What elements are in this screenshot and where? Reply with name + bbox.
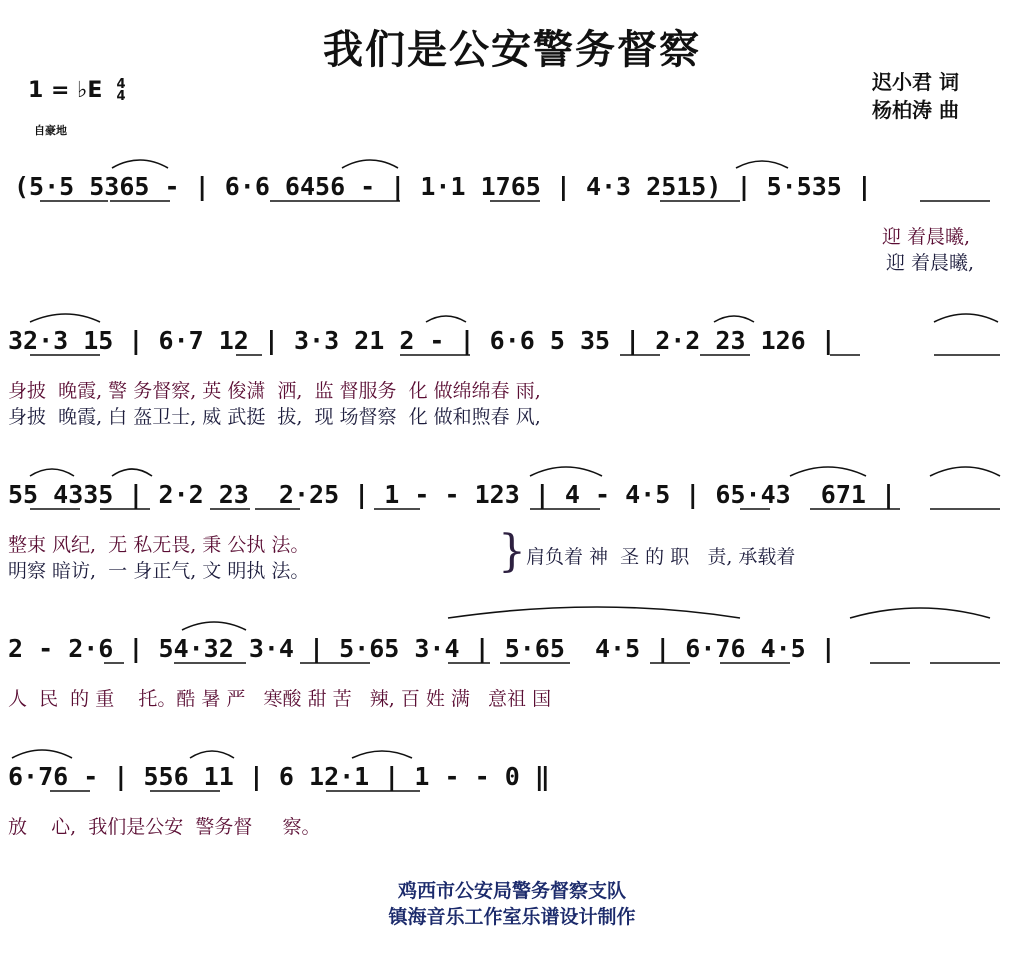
score-row-4-notes: 2 - 2·6 | 54·32 3·4 | 5·65 3·4 | 5·65 4·5 | 6·76 4·5 | bbox=[8, 634, 836, 663]
score-row-4-lyric: 人 民 的 重 托。酷 暑 严 寒酸 甜 苦 辣, 百 姓 满 意祖 国 bbox=[8, 688, 552, 710]
score-row-1-lyric-verse-2: 迎 着晨曦, bbox=[886, 252, 975, 274]
verse-merge-brace: } bbox=[498, 526, 526, 577]
footer-line-1: 鸡西市公安局警务督察支队 bbox=[397, 880, 626, 902]
score-row-1-notes: (5·5 5365 - | 6·6 6456 - | 1·1 1765 | 4·3 2515) | 5·535 | bbox=[14, 172, 872, 201]
slur-arc bbox=[190, 751, 234, 758]
slur-arc bbox=[714, 316, 754, 322]
slur-arc bbox=[182, 622, 246, 630]
score-row-1-lyric-verse-1: 迎 着晨曦, bbox=[882, 226, 971, 248]
slur-arc bbox=[736, 161, 788, 168]
score-row-2-lyric-verse-1: 身披 晚霞, 警 务督察, 英 俊潇 洒, 监 督服务 化 做绵绵春 雨, bbox=[8, 380, 541, 402]
slur-arc bbox=[448, 607, 740, 618]
slur-arc bbox=[30, 314, 100, 322]
score-row-2-lyric-verse-2: 身披 晚霞, 白 盔卫士, 威 武挺 拔, 现 场督察 化 做和煦春 风, bbox=[8, 406, 541, 428]
slur-arc bbox=[30, 469, 74, 476]
slur-arc bbox=[530, 467, 602, 476]
slur-arc bbox=[426, 316, 466, 322]
footer-line-2: 镇海音乐工作室乐谱设计制作 bbox=[388, 906, 636, 928]
key-label: 1 = ♭E bbox=[28, 78, 103, 103]
slur-arc bbox=[342, 160, 398, 168]
score-row-3-lyric-shared: 肩负着 神 圣 的 职 责, 承载着 bbox=[526, 546, 796, 568]
time-signature-bottom: 4 bbox=[116, 89, 126, 104]
score-row-2-notes: 32·3 15 | 6·7 12 | 3·3 21 2 - | 6·6 5 35 | 2·2 23 126 | bbox=[8, 326, 836, 355]
score-row-3-lyric-verse-1: 整束 风纪, 无 私无畏, 秉 公执 法。 bbox=[8, 534, 310, 556]
slur-arc bbox=[790, 467, 866, 476]
composer-credit: 杨柏涛 曲 bbox=[872, 98, 959, 122]
time-signature-top: 4 bbox=[116, 77, 126, 92]
score-row-5-notes: 6·76 - | 556 11 | 6 12·1 | 1 - - 0 ‖ bbox=[8, 762, 550, 791]
score-row-5-lyric: 放 心, 我们是公安 警务督 察。 bbox=[8, 816, 321, 838]
slur-arc bbox=[12, 750, 72, 758]
score-row-3-notes: 55 4335 | 2·2 23 2·25 | 1 - - 123 | 4 - 4·5 | 65·43 671 | bbox=[8, 480, 897, 509]
song-title: 我们是公安警务督察 bbox=[323, 26, 701, 73]
score-row-3-lyric-verse-2: 明察 暗访, 一 身正气, 文 明执 法。 bbox=[8, 560, 310, 582]
slur-arc bbox=[112, 469, 152, 476]
slur-arc bbox=[930, 467, 1000, 476]
slur-arc bbox=[934, 314, 998, 322]
slur-arc bbox=[850, 608, 990, 618]
slur-arc bbox=[112, 160, 168, 168]
lyricist-credit: 迟小君 词 bbox=[872, 70, 959, 94]
slur-arc bbox=[352, 751, 412, 758]
tempo-marking: 自豪地 bbox=[34, 124, 67, 137]
